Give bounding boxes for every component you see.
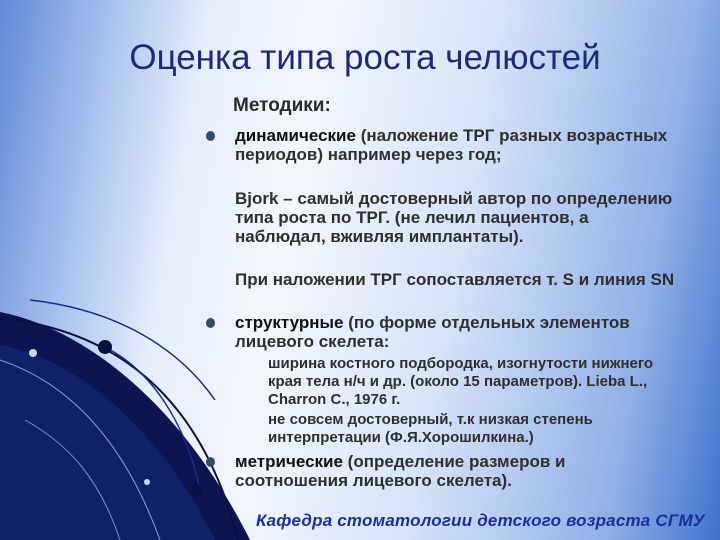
bullet-dot [206, 457, 215, 467]
list-item-chin-width [268, 355, 678, 409]
list-item-overlay [235, 270, 675, 289]
decorative-dot [29, 349, 37, 357]
slide-title: Оценка типа роста челюстей [129, 38, 601, 77]
item-text: ширина костного подбородка, изогнутости нижнего края тела н/ч и др. (около 15 параметров). Lieba L., Charron C., 1976 г. [268, 355, 654, 408]
item-text: не совсем достоверный, т.к низкая степень интерпретации (Ф.Я.Хорошилкина.) [268, 411, 593, 446]
item-text: Bjork – самый достоверный автор по определению типа роста по ТРГ. (не лечил пациентов, а наблюдал, вживляя имплантаты). [235, 189, 673, 246]
item-text: При наложении ТРГ сопоставляется т. S и линия SN [235, 270, 675, 289]
list-item-metric [235, 452, 675, 490]
slide-footer: Кафедра стоматологии детского возраста СГМУ [256, 511, 705, 530]
item-text: (по форме отдельных элементов лицевого скелета: [235, 313, 630, 351]
decorative-dot [144, 479, 150, 485]
decorative-dot [190, 484, 202, 496]
decorative-dot [98, 340, 112, 354]
slide-subtitle: Методики: [233, 95, 331, 116]
bullet-dot [206, 318, 215, 328]
list-item-not-reliable [268, 411, 678, 447]
list-item-dynamic [235, 126, 675, 164]
item-keyword: структурные [235, 313, 344, 332]
item-text: (наложение ТРГ разных возрастных периодов) например через год; [235, 126, 668, 164]
item-keyword: динамические [235, 126, 356, 145]
list-item-structural [235, 313, 675, 351]
item-keyword: метрические [235, 452, 343, 471]
bullet-dot [206, 131, 215, 141]
item-text: (определение размеров и соотношения лицевого скелета). [235, 452, 566, 490]
list-item-bjork [235, 189, 675, 246]
